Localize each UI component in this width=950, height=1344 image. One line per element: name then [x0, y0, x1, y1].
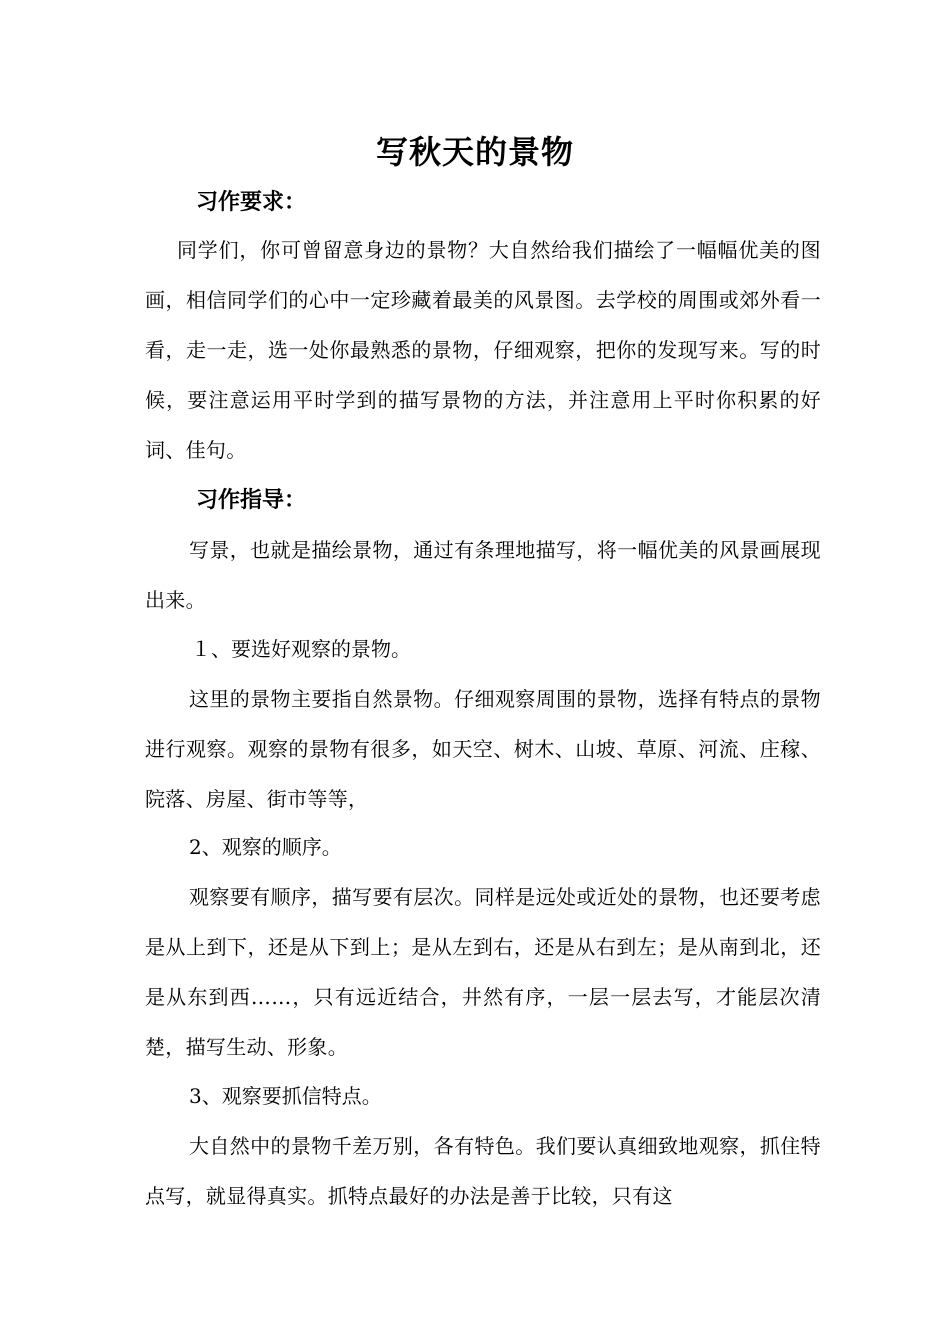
point-1-body: 这里的景物主要指自然景物。仔细观察周围的景物，选择有特点的景物进行观察。观察的景物有很多，如天空、树木、山坡、草原、河流、庄稼、院落、房屋、街市等等， — [145, 687, 821, 811]
point-3-title: 3、观察要抓信特点。 — [189, 1084, 382, 1108]
point-1-title: １、要选好观察的景物。 — [191, 637, 411, 661]
guidance-intro-paragraph: 写景，也就是描绘景物，通过有条理地描写，将一幅优美的风景画展现出来。 — [145, 538, 821, 612]
requirements-heading: 习作要求： — [196, 189, 307, 215]
point-3-body: 大自然中的景物千差万别，各有特色。我们要认真细致地观察，抓住特点写，就显得真实。抓特点最好的办法是善于比较，只有这 — [145, 1134, 821, 1208]
guidance-heading: 习作指导： — [196, 487, 307, 513]
point-2-body: 观察要有顺序，描写要有层次。同样是远处或近处的景物，也还要考虑是从上到下，还是从下到上；是从左到右，还是从右到左；是从南到北，还是从东到西……，只有远近结合，井然有序，一层一层去写，才能层次清楚，描写生动、形象。 — [145, 885, 821, 1059]
point-2-title: 2、观察的顺序。 — [189, 835, 342, 859]
requirements-paragraph: 同学们，你可曾留意身边的景物？大自然给我们描绘了一幅幅优美的图画，相信同学们的心中一定珍藏着最美的风景图。去学校的周围或郊外看一看，走一走，选一处你最熟悉的景物，仔细观察，把你的发现写来。写的时候，要注意运用平时学到的描写景物的方法，并注意用上平时你积累的好词、佳句。 — [145, 238, 821, 462]
document-title: 写秋天的景物 — [375, 133, 574, 171]
